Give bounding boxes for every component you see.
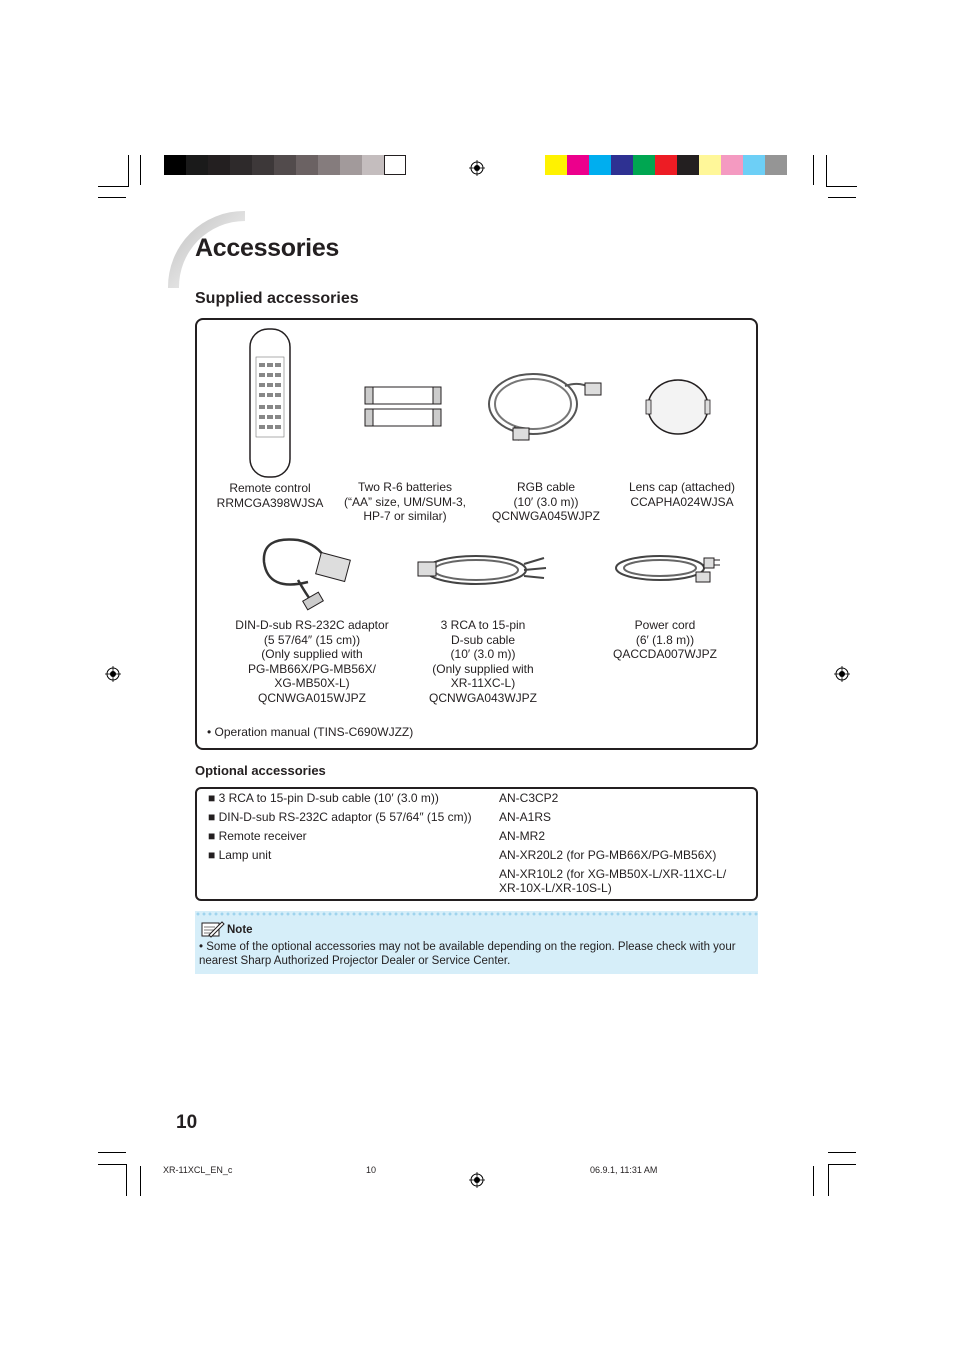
calibration-swatch [611, 155, 633, 175]
optional-item-code: AN-A1RS [499, 810, 552, 824]
calibration-swatch [677, 155, 699, 175]
calibration-swatch [589, 155, 611, 175]
registration-mark-icon [105, 666, 121, 682]
calibration-swatch [765, 155, 787, 175]
crop-mark [828, 1164, 829, 1196]
din-adaptor-icon [258, 532, 356, 614]
rgb-cable-caption: RGB cable (10′ (3.0 m)) QCNWGA045WJPZ [491, 480, 600, 523]
crop-mark [98, 1164, 126, 1165]
crop-mark [813, 1166, 814, 1196]
crop-mark [828, 1152, 856, 1153]
optional-item-code: AN-XR10L2 (for XG-MB50X-L/XR-11XC-L/ XR-10X-L/XR-10S-L) [499, 867, 727, 895]
calibration-swatch [633, 155, 655, 175]
optional-item-name: ■ DIN-D-sub RS-232C adaptor (5 57/64″ (15 cm)) [208, 810, 472, 824]
note-text: • Some of the optional accessories may not be available depending on the region. Please check with your nearest Sharp Authorized Projector Dealer or Service Center. [199, 941, 736, 967]
calibration-swatch [721, 155, 743, 175]
registration-mark-icon [469, 160, 485, 176]
registration-mark-icon [834, 666, 850, 682]
calibration-swatch [567, 155, 589, 175]
page-number: 10 [176, 1112, 198, 1133]
calibration-swatch [186, 155, 208, 175]
optional-item-code: AN-C3CP2 [499, 791, 559, 805]
remote-control-caption: Remote control RRMCGA398WJSA [216, 481, 324, 510]
crop-mark [140, 155, 141, 185]
calibration-swatch [743, 155, 765, 175]
footer-file: XR-11XCL_EN_c [163, 1165, 233, 1175]
rca-cable-icon [416, 548, 552, 592]
rgb-cable-icon [485, 366, 607, 448]
calibration-swatch [230, 155, 252, 175]
calibration-swatch [318, 155, 340, 175]
optional-item-code: AN-MR2 [499, 829, 546, 843]
crop-mark [828, 197, 856, 198]
power-cord-caption: Power cord (6′ (1.8 m)) QACCDA007WJPZ [612, 618, 718, 661]
crop-mark [826, 186, 857, 187]
calibration-swatch [699, 155, 721, 175]
registration-mark-icon [469, 1172, 485, 1188]
calibration-swatch [252, 155, 274, 175]
pencil-note-icon [201, 920, 225, 938]
calibration-swatch [208, 155, 230, 175]
calibration-swatch [362, 155, 384, 175]
page-title: Accessories [195, 234, 340, 262]
crop-mark [813, 155, 814, 185]
calibration-swatch [655, 155, 677, 175]
lens-cap-icon [645, 378, 711, 436]
power-cord-icon [610, 550, 722, 586]
optional-accessories-heading: Optional accessories [195, 763, 326, 778]
optional-item-name: ■ Remote receiver [208, 829, 307, 843]
calibration-swatch [296, 155, 318, 175]
calibration-swatch [545, 155, 567, 175]
optional-item-name: ■ 3 RCA to 15-pin D-sub cable (10′ (3.0 m)) [208, 791, 439, 805]
rca-cable-caption: 3 RCA to 15-pin D-sub cable (10′ (3.0 m)) (Only supplied with XR-11XC-L) QCNWGA043WJPZ [428, 618, 537, 705]
batteries-caption: Two R-6 batteries (“AA” size, UM/SUM-3, HP-7 or similar) [343, 480, 466, 523]
footer-page: 10 [366, 1165, 377, 1175]
note-label: Note [227, 924, 253, 936]
operation-manual-item: • Operation manual (TINS-C690WJZZ) [207, 725, 414, 739]
calibration-swatch [164, 155, 186, 175]
calibration-swatch [274, 155, 296, 175]
optional-item-name: ■ Lamp unit [208, 848, 272, 862]
crop-mark [98, 1152, 126, 1153]
calibration-swatch [340, 155, 362, 175]
crop-mark [98, 186, 129, 187]
crop-mark [826, 155, 827, 187]
calibration-swatch [384, 155, 406, 175]
crop-mark [98, 197, 126, 198]
footer-date: 06.9.1, 11:31 AM [590, 1165, 658, 1175]
note-box [195, 911, 758, 974]
crop-mark [828, 1164, 856, 1165]
crop-mark [126, 1164, 127, 1196]
crop-mark [128, 155, 129, 187]
optional-item-code: AN-XR20L2 (for PG-MB66X/PG-MB56X) [499, 848, 717, 862]
din-adaptor-caption: DIN-D-sub RS-232C adaptor (5 57/64″ (15 cm)) (Only supplied with PG-MB66X/PG-MB56X/ XG-MB50X-L) QCNWGA015WJPZ [235, 618, 389, 705]
supplied-accessories-heading: Supplied accessories [195, 290, 359, 307]
lens-cap-caption: Lens cap (attached) CCAPHA024WJSA [628, 480, 736, 509]
batteries-icon [363, 385, 445, 429]
note-dotted-border [195, 911, 758, 917]
crop-mark [140, 1166, 141, 1196]
remote-control-icon [248, 327, 292, 479]
